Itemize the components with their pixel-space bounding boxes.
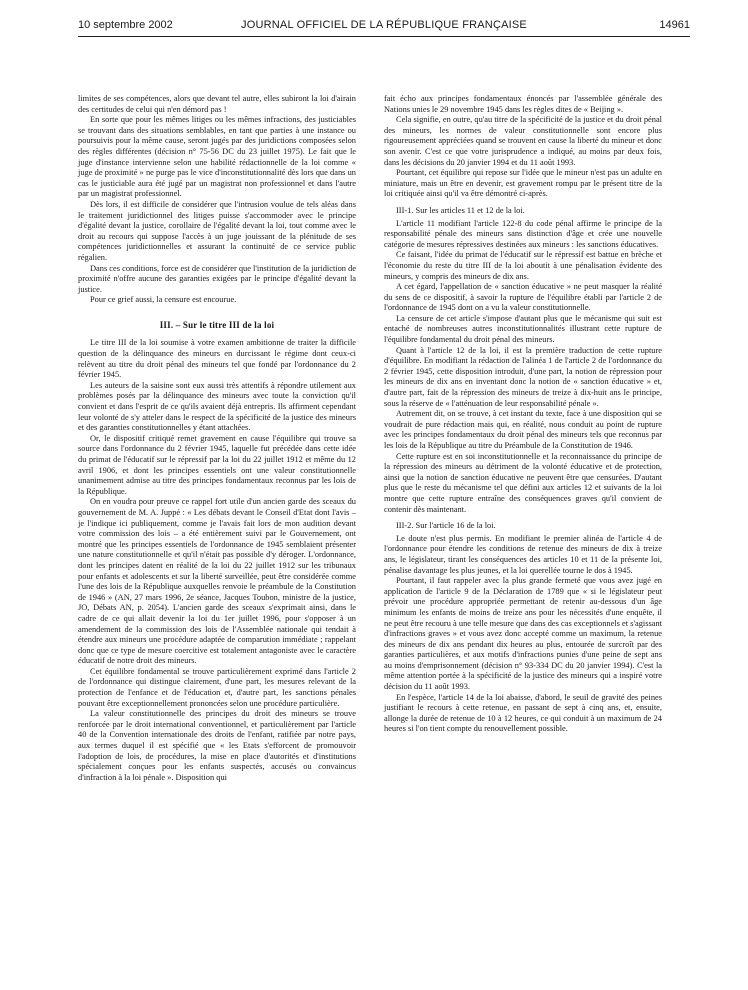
paragraph: Pourtant, il faut rappeler avec la plus grande fermeté que vous avez jugé en application de l'article 9 de la Déclaration de 1789 que « si le législateur peut prévoir une procédure appropriée permettant de retenir au-dessous d'un âge minimum les enfants de moins de treize ans pour les nécessités d'une enquête, il ne peut être recouru à une telle mesure que dans des cas exceptionnels et s'agissant d'infractions graves » et vous avez donc accepté comme un maximum, la retenue des mineurs de dix ans pendant dix heures au plus, entourée de surcroît par des garanties particulières, et aux motifs d'infractions punies d'une peine de sept ans au moins d'emprisonnement (décision n° 93-334 DC du 20 janvier 1994). C'est la même attention portée à la spécificité de la justice des mineurs qui a inspiré votre décision du 11 août 1993. <box>384 576 662 692</box>
paragraph: Cette rupture est en soi inconstitutionnelle et la reconnaissance du principe de la répression des mineurs au détriment de la volonté éducative et de protection, ainsi que la notion de sanction éducative ne peuvent être que censurées. D'autant plus que le reste du mécanisme tel que défini aux articles 12 et suivants de la loi montre que cette rupture entraîne des conséquences graves qu'il convient de contenir dès maintenant. <box>384 451 662 514</box>
page-number: 14961 <box>659 19 690 31</box>
paragraph: limites de ses compétences, alors que devant tel autre, elles subiront la loi d'airain des certitudes de celui qui n'en démord pas ! <box>78 94 356 114</box>
journal-title: JOURNAL OFFICIEL DE LA RÉPUBLIQUE FRANÇAISE <box>241 19 527 31</box>
paragraph: fait écho aux principes fondamentaux énoncés par l'assemblée générale des Nations unies le 29 novembre 1945 dans les règles dites de « Beijing ». <box>384 94 662 114</box>
paragraph: Dès lors, il est difficile de considérer que l'intrusion voulue de tels aléas dans le traitement juridictionnel des litiges puisse s'accommoder avec le principe d'égalité devant la justice, corollaire de l'égalité devant la loi, tout comme avec le droit au recours qui suppose l'accès à un juge jouissant de la plénitude de ses compétences juridictionnelles et assurant la continuité de ce service public régalien. <box>78 199 356 262</box>
subsection-heading: III-1. Sur les articles 11 et 12 de la loi. <box>396 205 525 215</box>
paragraph: Pour ce grief aussi, la censure est encourue. <box>90 295 237 305</box>
paragraph: Cela signifie, en outre, qu'au titre de la spécificité de la justice et du droit pénal des mineurs, les normes de valeur constitutionnelle sont encore plus rigoureusement appréciées quand se trouvent en cause la liberté du mineur et donc son avenir. C'est ce que votre jurisprudence a indiqué, au moins par deux fois, dans les décisions du 20 janvier 1994 et du 11 août 1993. <box>384 115 662 167</box>
paragraph: Le titre III de la loi soumise à votre examen ambitionne de traiter la difficile question de la délinquance des mineurs en durcissant le régime dont ceux-ci relèvent au titre du droit pénal des mineurs tel que fondé par l'ordonnance du 2 février 1945. <box>78 338 356 380</box>
paragraph: On en voudra pour preuve ce rappel fort utile d'un ancien garde des sceaux du gouvernement de M. A. Juppé : « Les débats devant le Conseil d'Etat dont l'avis – je l'indique ici publiquement, comme je l'avais fait lors de mon audition devant votre commission des lois – a été entièrement suivi par le Gouvernement, ont montré que les principes essentiels de l'ordonnance de 1945 semblaient présenter une nature constitutionnelle et qu'il n'était pas possible d'y déroger. L'ordonnance, dont les principes datent en réalité de la loi du 22 juillet 1912 sur les tribunaux pour enfants et adolescents et sur la liberté surveillée, peut être considérée comme l'une des lois de la République auxquelles renvoie le préambule de la Constitution de 1946 » (AN, 27 mars 1996, 2e séance, Jacques Toubon, ministre de la justice, JO, Débats AN, p. 2054). L'ancien garde des sceaux s'exprimait ainsi, dans le cadre de ce qui allait devenir la loi du 1er juillet 1996, pour s'opposer à un amendement de la commission des lois de l'Assemblée nationale qui tendait à étendre aux mineurs une procédure adaptée de comparution immédiate ; rappelant donc que ce type de mesure coercitive est totalement antagoniste avec le caractère éducatif de notre droit des mineurs. <box>78 497 356 666</box>
paragraph: Cet équilibre fondamental se trouve particulièrement exprimé dans l'article 2 de l'ordonnance qui distingue clairement, d'une part, les mesures relevant de la protection de l'enfance et de l'éducation et, d'autre part, les sanctions pénales pouvant être exceptionnellement prononcées selon une procédure particulière. <box>78 666 356 708</box>
paragraph: L'article 11 modifiant l'article 122-8 du code pénal affirme le principe de la responsabilité pénale des mineurs sans distinction d'âge et crée une nouvelle catégorie de mesures répressives destinées aux mineurs : les sanctions éducatives. <box>384 218 662 249</box>
left-column <box>78 94 356 783</box>
paragraph: La valeur constitutionnelle des principes du droit des mineurs se trouve renforcée par le droit international conventionnel, et particulièrement par l'article 40 de la Convention internationale des droits de l'enfant, ratifiée par notre pays, aux termes duquel il est spécifié que « les Etats s'efforcent de promouvoir l'adoption de lois, de procédures, la mise en place d'autorités et d'institutions spécialement conçues pour les enfants suspectés, accusés ou convaincus d'infraction à la loi pénale ». Disposition qui <box>78 709 356 782</box>
paragraph: Les auteurs de la saisine sont eux aussi très attentifs à répondre utilement aux problèmes posés par la délinquance des mineurs avec toute la conviction qu'il convient et dans l'esprit de ce qu'ils avaient déjà entrepris. Ils affirment cependant leur volonté de s'y atteler dans le respect de la spécificité de la justice des mineurs et des garanties constitutionnelles y étant attachées. <box>78 380 356 433</box>
paragraph: Dans ces conditions, force est de considérer que l'institution de la juridiction de proximité n'offre aucune des garanties exigées par le principe d'égalité devant la justice. <box>78 263 356 294</box>
page-header <box>78 14 690 37</box>
paragraph: Ce faisant, l'idée du primat de l'éducatif sur le répressif est battue en brèche et l'économie du reste du titre III de la loi aboutit à une pénalisation évidente des mineurs, y compris des mineurs de dix ans. <box>384 250 662 281</box>
paragraph: Autrement dit, on se trouve, à cet instant du texte, face à une disposition qui se voudrait de pure rédaction mais qui, en réalité, nous conduit au point de rupture avec les principes fondamentaux du droit pénal des mineurs tels que reconnus par les lois de la République au titre du Préambule de la Constitution de 1946. <box>384 409 662 450</box>
section-heading: III. – Sur le titre III de la loi <box>159 319 275 330</box>
paragraph: Or, le dispositif critiqué remet gravement en cause l'équilibre qui trouve sa source dans l'ordonnance du 2 février 1945, laquelle fut précédée dans cette idée du primat de l'éducatif sur le répressif par la loi du 22 juillet 1912 et même du 12 avril 1906, et dont les principes essentiels ont une valeur constitutionnelle unanimement admise au titre des principes fondamentaux reconnus par les lois de la République. <box>78 433 356 496</box>
paragraph: Pourtant, cet équilibre qui repose sur l'idée que le mineur n'est pas un adulte en miniature, mais un être en devenir, est gravement rompu par le présent titre de la loi critiquée ainsi qu'il va être démontré ci-après. <box>384 168 662 199</box>
right-column <box>384 94 662 735</box>
paragraph: En sorte que pour les mêmes litiges ou les mêmes infractions, des justiciables se trouvant dans des situations semblables, en tant que parties à une instance ou poursuivis pour la même cause, seront jugés par des juridictions composées selon des règles différentes (décision n° 75-56 DC du 23 juillet 1975). Le fait que le juge d'instance intervienne selon une habilité rédactionnelle de la loi comme « juge de proximité » ne purge pas le vice d'inconstitutionnalité dès lors que dans un cas le justiciable aura été jugé par un magistrat non professionnel et dans l'autre par un magistrat professionnel. <box>78 115 356 199</box>
paragraph: A cet égard, l'appellation de « sanction éducative » ne peut masquer la réalité du sens de ce dispositif, à savoir la rupture de l'équilibre établi par l'article 2 de l'ordonnance de 1945 dont on a vu la valeur constitutionnelle. <box>384 282 662 313</box>
paragraph: Quant à l'article 12 de la loi, il est la première traduction de cette rupture d'équilibre. En modifiant la rédaction de l'alinéa 1 de l'article 2 de l'ordonnance du 2 février 1945, cette disposition introduit, d'une part, la notion de répression pour les mineurs de dix ans en inventant donc la notion de « sanction éducative » et, d'autre part, fait de la répression des mineurs de treize à dix-huit ans le principe, sous la réserve de « l'atténuation de leur responsabilité pénale ». <box>384 345 662 408</box>
subsection-heading: III-2. Sur l'article 16 de la loi. <box>396 521 496 531</box>
paragraph: En l'espèce, l'article 14 de la loi abaisse, d'abord, le seuil de gravité des peines justifiant le recours à cette retenue, en passant de sept à cinq ans, et, ensuite, allonge la durée de retenue de 10 à 12 heures, ce qui conduit à un maximum de 24 heures si l'on tient compte du renouvellement possible. <box>384 692 662 734</box>
paragraph: Le doute n'est plus permis. En modifiant le premier alinéa de l'article 4 de l'ordonnance pour étendre les conditions de retenue des mineurs de dix à treize ans, le législateur, tirant les conséquences des articles 10 et 11 de la présente loi, pénalise davantage les plus jeunes, et la loi querellée tourne le dos à 1945. <box>384 533 662 575</box>
paragraph: La censure de cet article s'impose d'autant plus que le mécanisme qui suit est entaché de nombreuses autres inconstitutionnalités illustrant cette rupture de l'équilibre fondamental du droit pénal des mineurs. <box>384 313 662 345</box>
issue-date: 10 septembre 2002 <box>78 19 173 31</box>
